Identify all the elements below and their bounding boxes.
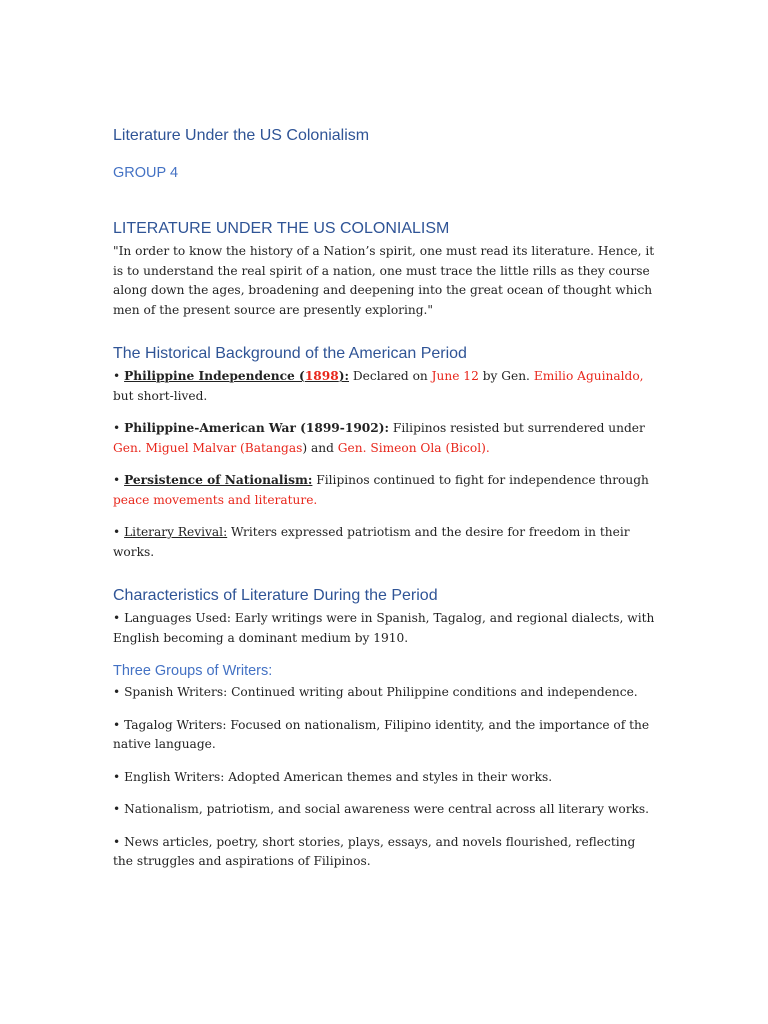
intro-quote: "In order to know the history of a Nation’s spirit, one must read its literature. Hence, it is to understand the real spirit of a nation, one must trace the little rills as they course along down the ages, broadening and deepening into the great ocean of thought which men of the present source are presently exploring." (113, 244, 655, 317)
bullet-text: but short-lived. (113, 388, 208, 403)
bullet-mark: • (113, 421, 121, 435)
bullet-label: Persistence of Nationalism: (124, 473, 313, 487)
list-item: • Nationalism, patriotism, and social awareness were central across all literary works. (113, 802, 650, 816)
bullet-mark: • (113, 525, 121, 539)
list-item: • News articles, poetry, short stories, plays, essays, and novels flourished, reflecting the struggles and aspirations of Filipinos. (113, 834, 636, 868)
document-page (113, 126, 658, 885)
bullet-mark: • (113, 473, 121, 487)
highlight-name: Gen. Miguel Malvar (Batangas (113, 440, 303, 455)
bullet-text: Writers expressed patriotism and the desire for freedom in their works. (113, 525, 630, 559)
section-heading-characteristics: Characteristics of Literature During the Period (113, 587, 438, 604)
group-label: GROUP 4 (113, 165, 179, 181)
bullet-text: Filipinos continued to fight for independence through (312, 473, 649, 487)
bullet-text: by Gen. (478, 369, 534, 383)
bullet-text: Filipinos resisted but surrendered under (389, 421, 645, 435)
document-title: Literature Under the US Colonialism (113, 127, 370, 144)
label-text-end: ): (338, 369, 350, 383)
section-heading-historical-background: The Historical Background of the American Period (113, 345, 467, 362)
bullet-mark: • (113, 369, 121, 383)
bullet-philippine-american-war (113, 419, 658, 458)
list-item: • Spanish Writers: Continued writing about Philippine conditions and independence. (113, 685, 638, 699)
label-text: Philippine Independence ( (124, 369, 305, 383)
bullet-literary-revival (113, 523, 658, 562)
bullet-text: ) and (302, 440, 338, 455)
bullet-philippine-independence (113, 367, 658, 406)
highlight-name: Emilio Aguinaldo, (533, 369, 644, 383)
subheading-three-groups: Three Groups of Writers: (113, 663, 273, 679)
highlight-date: June 12 (431, 369, 479, 383)
bullet-text: Declared on (349, 369, 432, 383)
bullet-label (124, 369, 349, 383)
section-heading-us-colonialism: LITERATURE UNDER THE US COLONIALISM (113, 220, 450, 237)
highlight-text: peace movements and literature. (113, 492, 318, 507)
bullet-label: Philippine-American War (1899-1902): (124, 421, 390, 435)
highlight-name: Gen. Simeon Ola (Bicol). (337, 440, 490, 455)
list-item: • Tagalog Writers: Focused on nationalism, Filipino identity, and the importance of the native language. (113, 717, 650, 751)
label-year: 1898 (304, 369, 339, 383)
languages-used: • Languages Used: Early writings were in Spanish, Tagalog, and regional dialects, with English becoming a dominant medium by 1910. (113, 611, 655, 645)
list-item: • English Writers: Adopted American themes and styles in their works. (113, 769, 553, 784)
bullet-label: Literary Revival: (124, 525, 228, 539)
bullet-persistence-of-nationalism (113, 471, 658, 510)
